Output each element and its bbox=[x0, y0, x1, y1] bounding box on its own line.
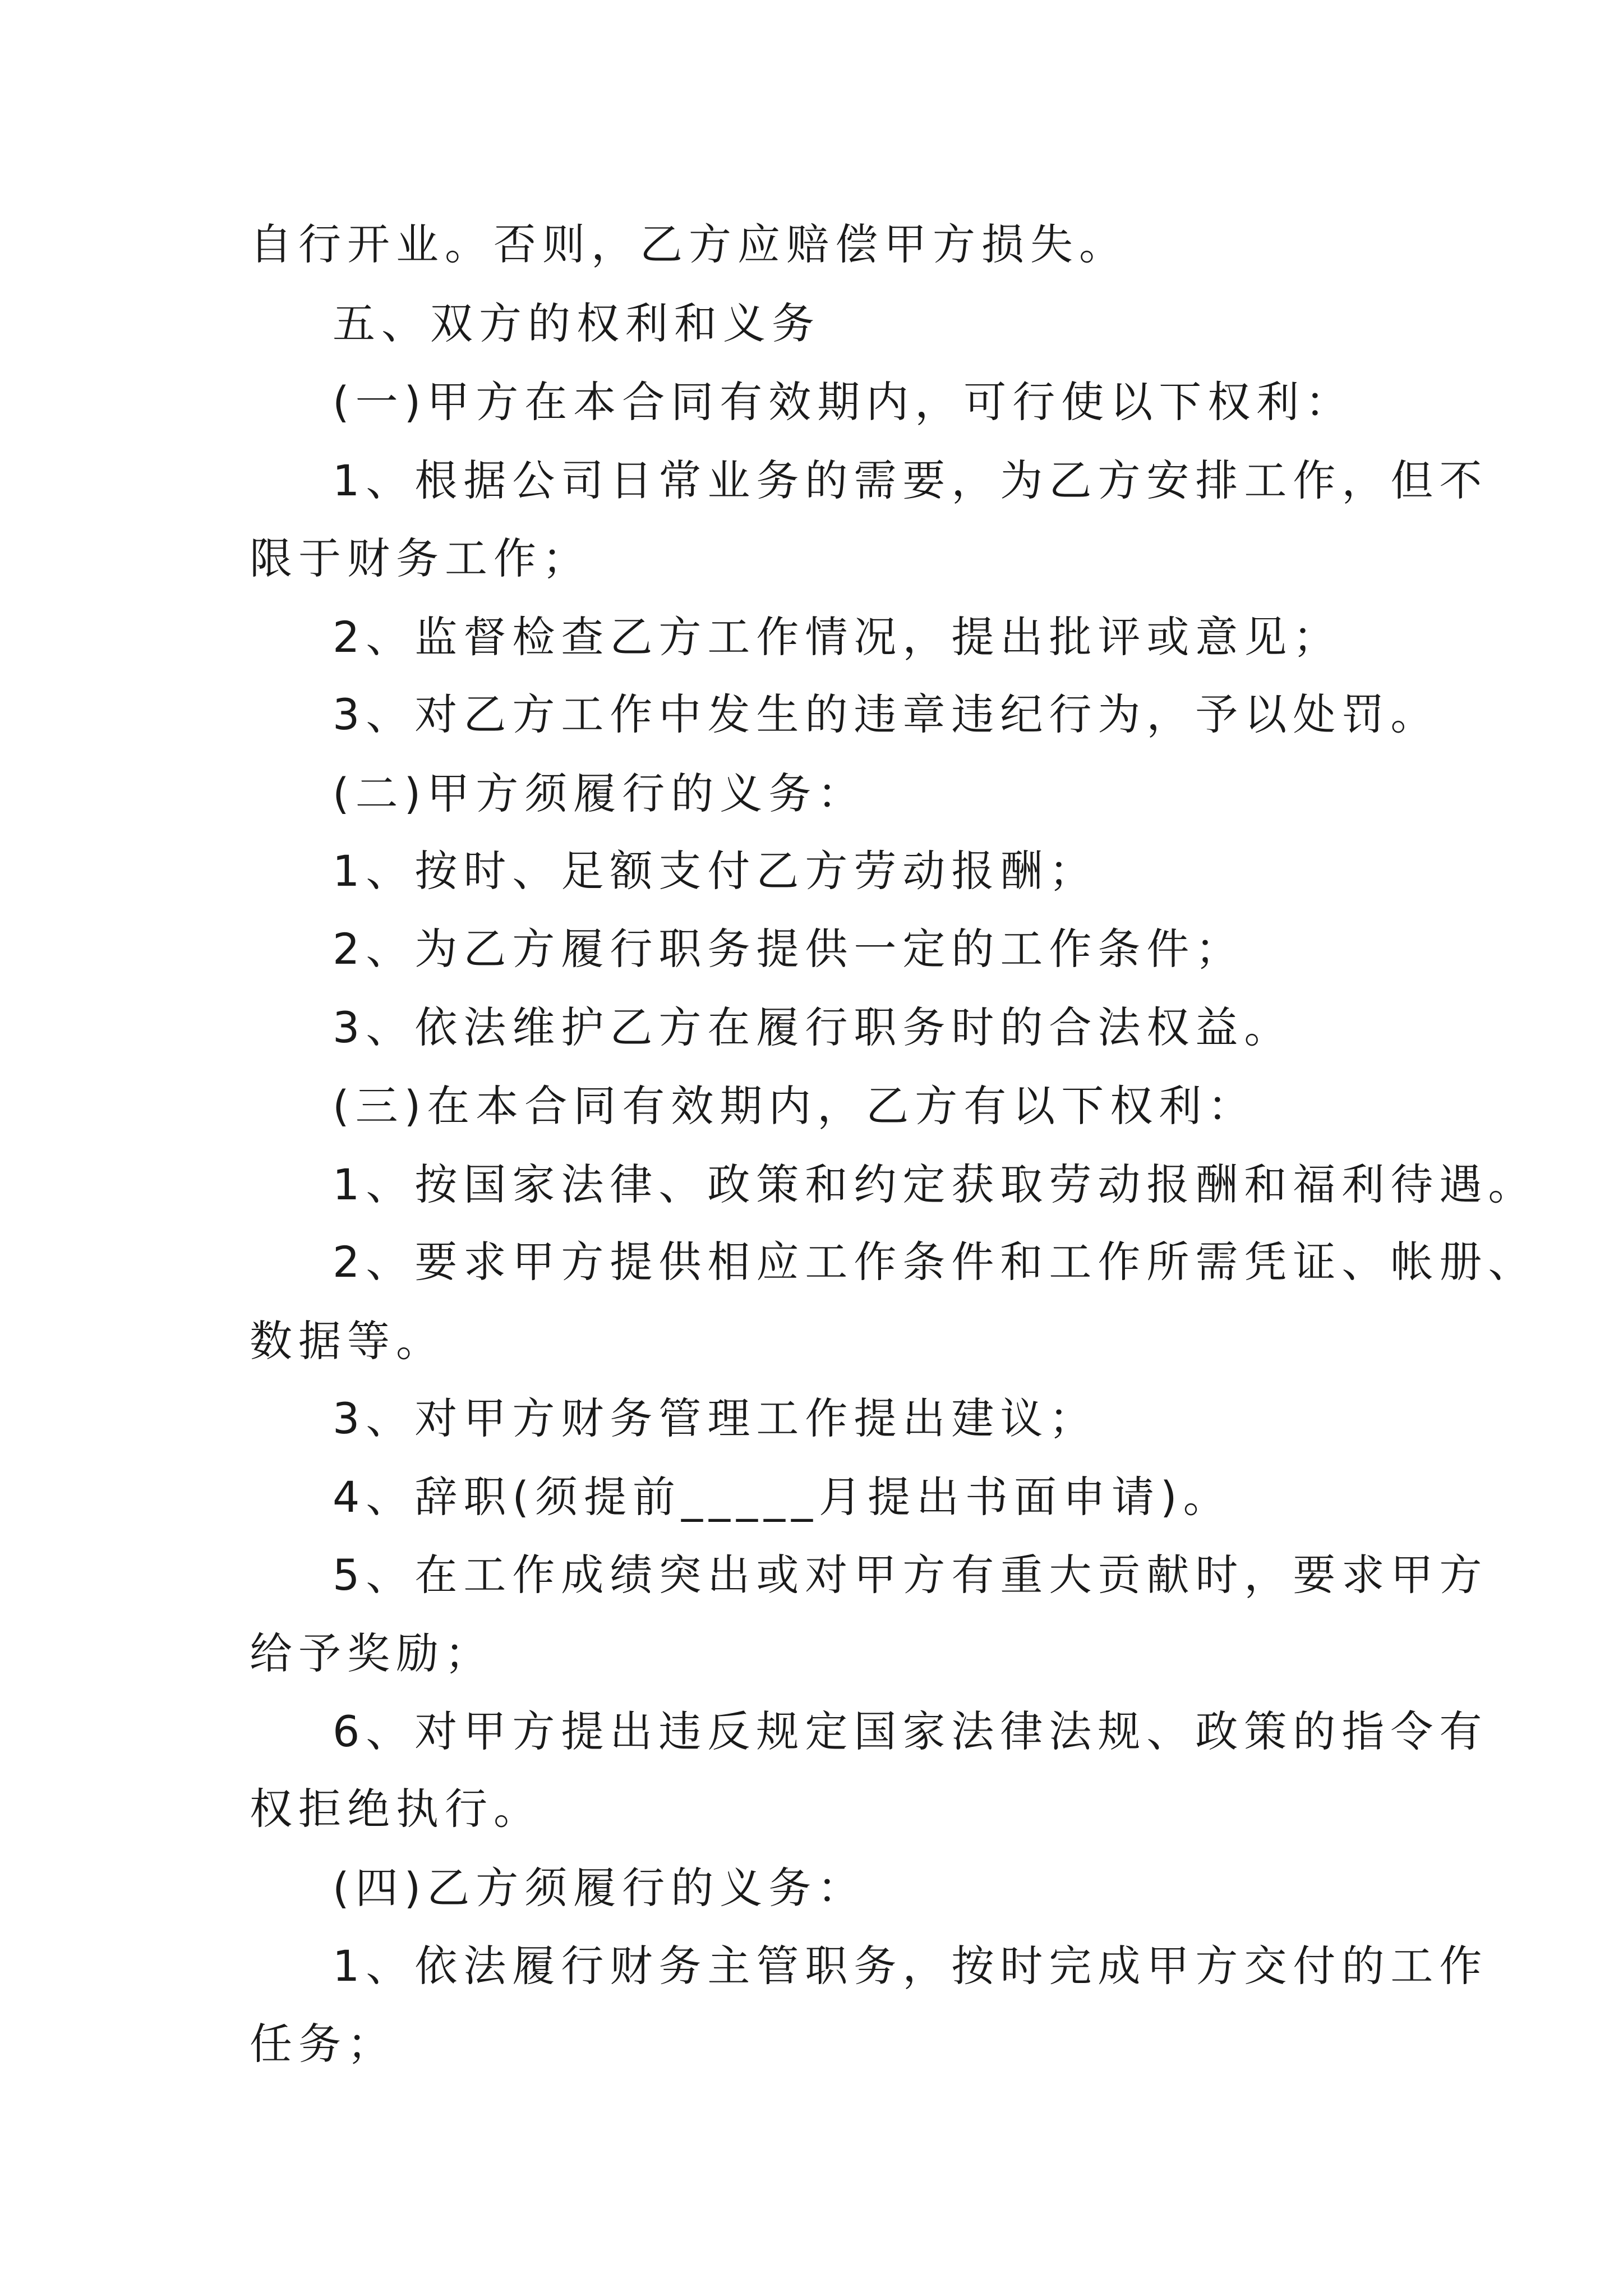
list-item: 5、在工作成绩突出或对甲方有重大贡献时，要求甲方 bbox=[333, 1550, 1488, 1600]
list-item: 1、按时、足额支付乙方劳动报酬； bbox=[333, 846, 1098, 896]
list-item: 2、要求甲方提供相应工作条件和工作所需凭证、帐册、 bbox=[333, 1237, 1537, 1287]
list-item: 3、依法维护乙方在履行职务时的合法权益。 bbox=[333, 1002, 1293, 1052]
list-item: 2、为乙方履行职务提供一定的工作条件； bbox=[333, 924, 1244, 974]
list-item: 1、按国家法律、政策和约定获取劳动报酬和福利待遇。 bbox=[333, 1159, 1537, 1209]
list-item: 4、辞职(须提前_____月提出书面申请)。 bbox=[333, 1472, 1232, 1522]
list-item-continuation: 任务； bbox=[250, 2019, 396, 2069]
list-item-continuation: 数据等。 bbox=[250, 1316, 445, 1366]
subsection-heading-party-b-obligations: (四)乙方须履行的义务： bbox=[333, 1863, 866, 1913]
list-item: 3、对乙方工作中发生的违章违纪行为，予以处罚。 bbox=[333, 689, 1440, 739]
list-item-continuation: 给予奖励； bbox=[250, 1628, 494, 1678]
list-item-continuation: 权拒绝执行。 bbox=[250, 1784, 542, 1834]
subsection-heading-party-a-obligations: (二)甲方须履行的义务： bbox=[333, 769, 866, 818]
list-item: 1、根据公司日常业务的需要，为乙方安排工作，但不 bbox=[333, 455, 1488, 505]
list-item: 3、对甲方财务管理工作提出建议； bbox=[333, 1393, 1098, 1443]
list-item: 2、监督检查乙方工作情况，提出批评或意见； bbox=[333, 612, 1342, 662]
subsection-heading-party-b-rights: (三)在本合同有效期内，乙方有以下权利： bbox=[333, 1081, 1257, 1131]
section-heading-rights-obligations: 五、双方的权利和义务 bbox=[333, 298, 820, 348]
list-item: 1、依法履行财务主管职务，按时完成甲方交付的工作 bbox=[333, 1941, 1488, 1991]
list-item-continuation: 限于财务工作； bbox=[250, 533, 591, 583]
subsection-heading-party-a-rights: (一)甲方在本合同有效期内，可行使以下权利： bbox=[333, 377, 1354, 427]
list-item: 6、对甲方提出违反规定国家法律法规、政策的指令有 bbox=[333, 1706, 1488, 1756]
text-line-continuation: 自行开业。否则，乙方应赔偿甲方损失。 bbox=[250, 219, 1128, 269]
